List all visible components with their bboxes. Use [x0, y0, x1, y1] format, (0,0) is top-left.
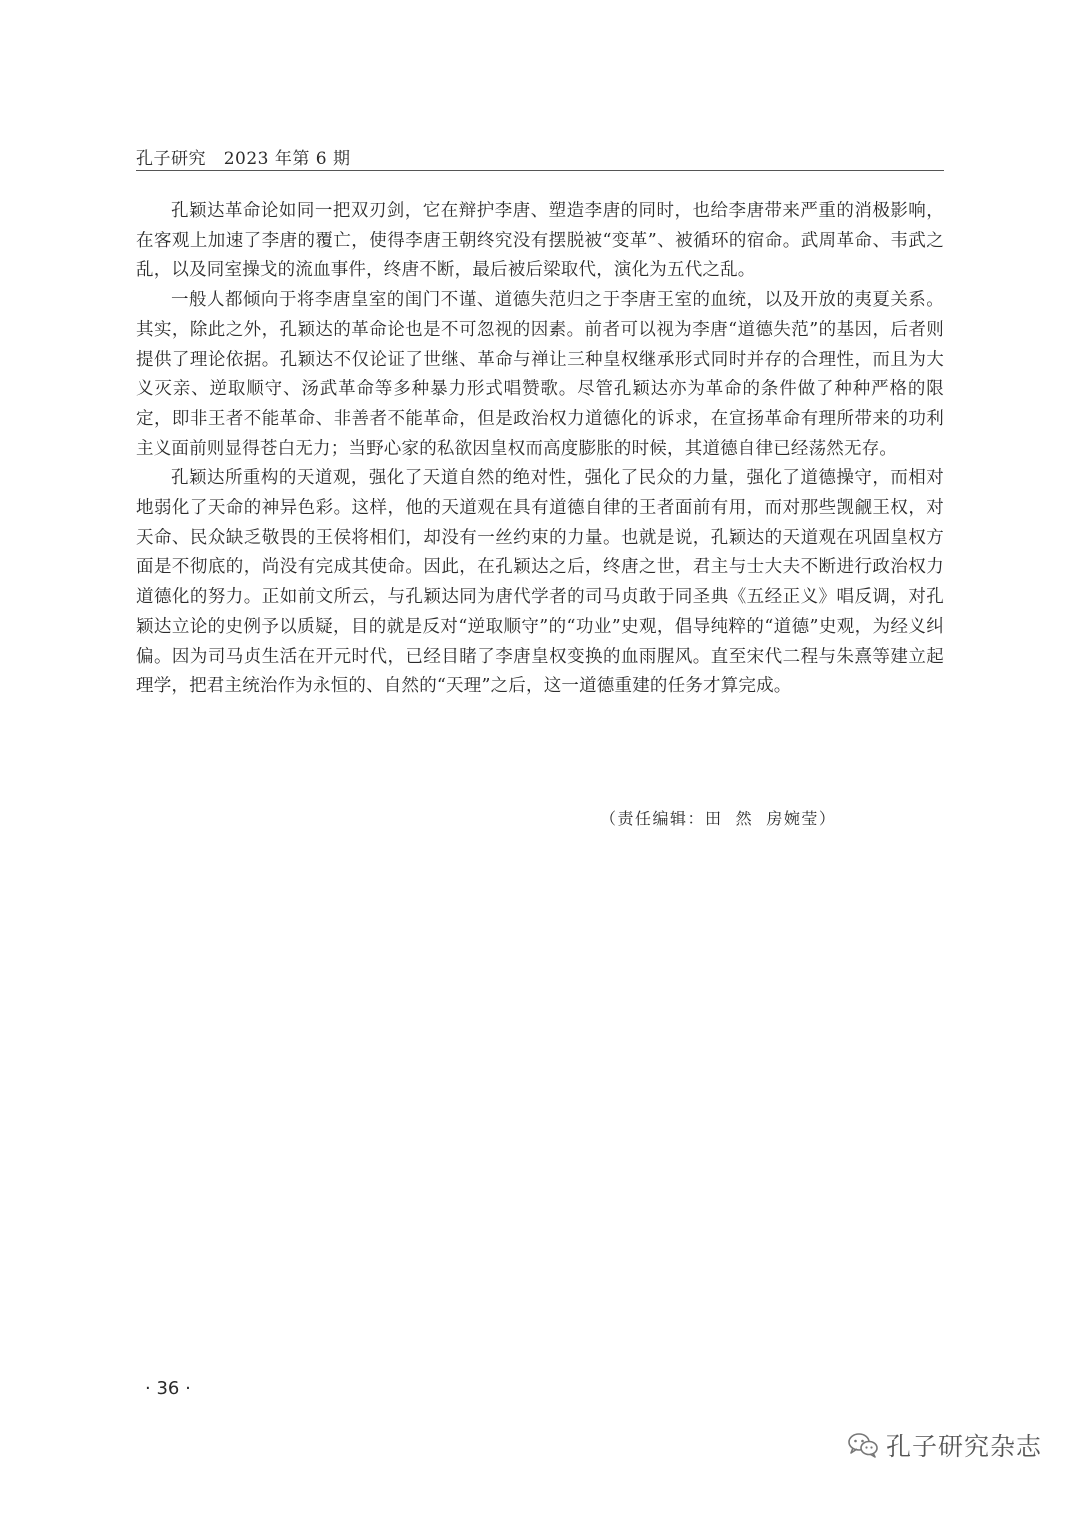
- wechat-icon: [848, 1432, 878, 1458]
- paragraph-3: 孔颖达所重构的天道观，强化了天道自然的绝对性，强化了民众的力量，强化了道德操守，而相对地弱化了天命的神异色彩。这样，他的天道观在具有道德自律的王者面前有用，而对那些觊觎王权，对天命、民众缺乏敬畏的王侯将相们，却没有一丝约束的力量。也就是说，孔颖达的天道观在巩固皇权方面是不彻底的，尚没有完成其使命。因此，在孔颖达之后，终唐之世，君主与士大夫不断进行政治权力道德化的努力。正如前文所云，与孔颖达同为唐代学者的司马贞敢于同圣典《五经正义》唱反调，对孔颖达立论的史例予以质疑，目的就是反对“逆取顺守”的“功业”史观，倡导纯粹的“道德”史观，为经义纠偏。因为司马贞生活在开元时代，已经目睹了李唐皇权变换的血雨腥风。直至宋代二程与朱熹等建立起理学，把君主统治作为永恒的、自然的“天理”之后，这一道德重建的任务才算完成。: [136, 468, 944, 697]
- watermark-text: 孔子研究杂志: [886, 1432, 1043, 1461]
- responsible-editor-note: （责任编辑：田 然 房婉莹）: [600, 809, 837, 828]
- watermark: [848, 1425, 1042, 1465]
- article-body: [136, 197, 944, 702]
- paragraph-2: 一般人都倾向于将李唐皇室的闺门不谨、道德失范归之于李唐王室的血统，以及开放的夷夏关系。其实，除此之外，孔颖达的革命论也是不可忽视的因素。前者可以视为李唐“道德失范”的基因，后者则提供了理论依据。孔颖达不仅论证了世继、革命与禅让三种皇权继承形式同时并存的合理性，而且为大义灭亲、逆取顺守、汤武革命等多种暴力形式唱赞歌。尽管孔颖达亦为革命的条件做了种种严格的限定，即非王者不能革命、非善者不能革命，但是政治权力道德化的诉求，在宣扬革命有理所带来的功利主义面前则显得苍白无力；当野心家的私欲因皇权而高度膨胀的时候，其道德自律已经荡然无存。: [136, 290, 944, 459]
- journal-header: 孔子研究 2023 年第 6 期: [136, 149, 351, 169]
- page-number: · 36 ·: [145, 1378, 191, 1399]
- page-header: [136, 142, 944, 171]
- paragraph-1: 孔颖达革命论如同一把双刃剑，它在辩护李唐、塑造李唐的同时，也给李唐带来严重的消极影响，在客观上加速了李唐的覆亡，使得李唐王朝终究没有摆脱被“变革”、被循环的宿命。武周革命、韦武之乱，以及同室操戈的流血事件，终唐不断，最后被后梁取代，演化为五代之乱。: [136, 201, 944, 281]
